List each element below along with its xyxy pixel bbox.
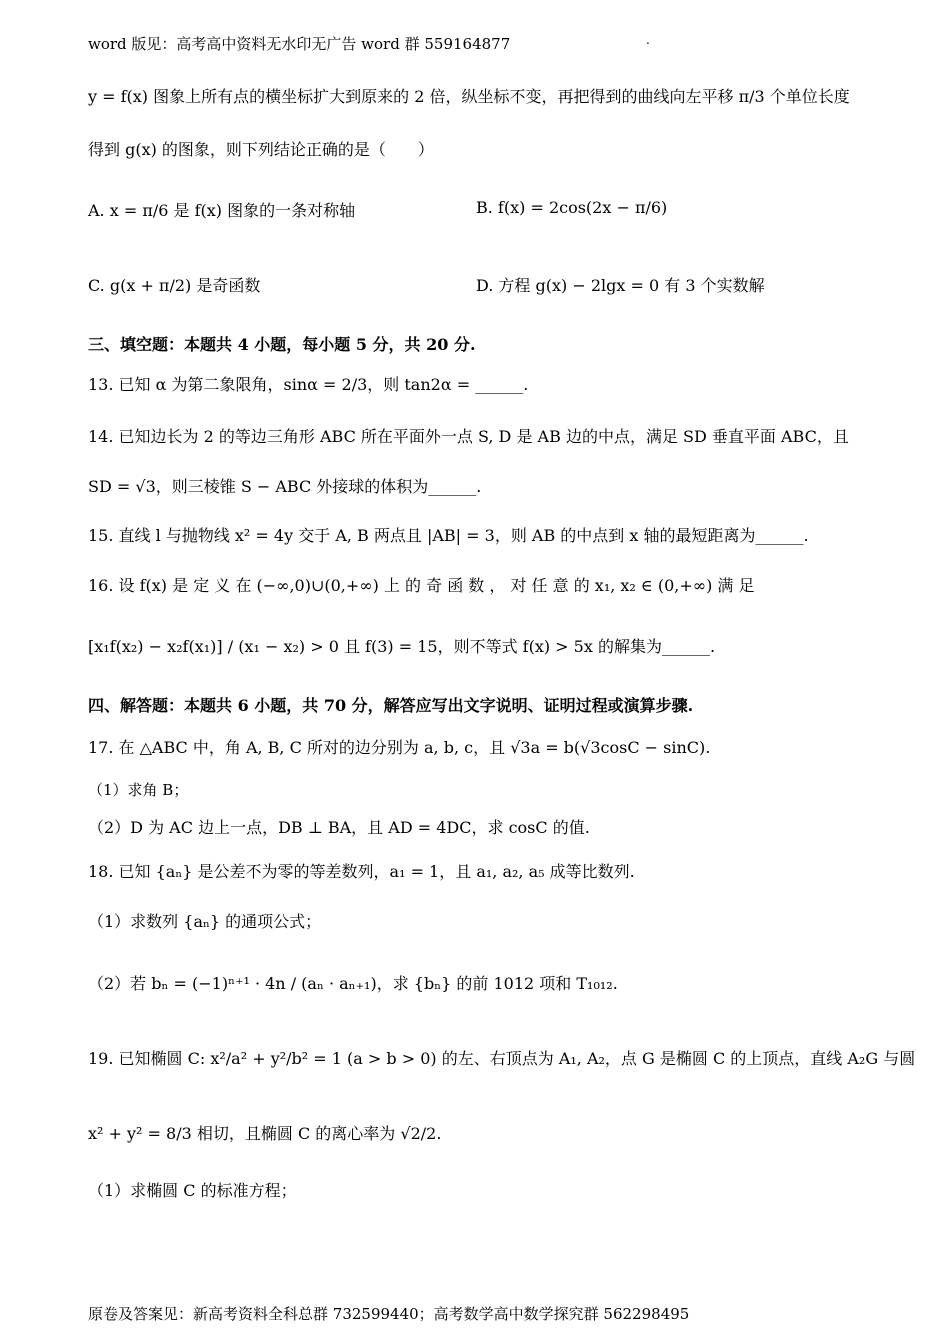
q12-option-c: C. g(x + π/2) 是奇函数 [88, 276, 261, 295]
page-header: word 版见：高考高中资料无水印无广告 word 群 559164877 [88, 35, 511, 53]
q19-part1: （1）求椭圆 C 的标准方程； [88, 1181, 297, 1200]
section-4-title: 四、解答题：本题共 6 小题，共 70 分，解答应写出文字说明、证明过程或演算步骤. [88, 696, 694, 715]
q17-part2: （2）D 为 AC 边上一点，DB ⊥ BA，且 AD = 4DC，求 cosC 的值. [88, 818, 590, 837]
q14-line1: 14. 已知边长为 2 的等边三角形 ABC 所在平面外一点 S, D 是 AB 边的中点，满足 SD 垂直平面 ABC，且 [88, 427, 849, 446]
section-3-title: 三、填空题：本题共 4 小题，每小题 5 分，共 20 分. [88, 335, 476, 354]
q18-stem: 18. 已知 {aₙ} 是公差不为零的等差数列，a₁ = 1，且 a₁, a₂, a₅ 成等比数列. [88, 862, 635, 881]
q16-line1: 16. 设 f(x) 是 定 义 在 (−∞,0)∪(0,+∞) 上 的 奇 函 数 ， 对 任 意 的 x₁, x₂ ∈ (0,+∞) 满 足 [88, 576, 755, 595]
q14-line2: SD = √3，则三棱锥 S − ABC 外接球的体积为______. [88, 477, 482, 496]
q19-line2: x² + y² = 8/3 相切，且椭圆 C 的离心率为 √2/2. [88, 1124, 442, 1143]
header-dot: . [646, 33, 650, 47]
q18-part1: （1）求数列 {aₙ} 的通项公式； [88, 912, 322, 931]
q15-text: 15. 直线 l 与抛物线 x² = 4y 交于 A, B 两点且 |AB| = 3，则 AB 的中点到 x 轴的最短距离为______. [88, 526, 809, 545]
q12-line1: y = f(x) 图象上所有点的横坐标扩大到原来的 2 倍，纵坐标不变，再把得到的曲线向左平移 π/3 个单位长度 [88, 87, 850, 106]
q19-line1: 19. 已知椭圆 C: x²/a² + y²/b² = 1 (a > b > 0) 的左、右顶点为 A₁, A₂，点 G 是椭圆 C 的上顶点，直线 A₂G 与圆 [88, 1049, 916, 1068]
q12-option-a: A. x = π/6 是 f(x) 图象的一条对称轴 [88, 201, 356, 220]
q12-option-d: D. 方程 g(x) − 2lgx = 0 有 3 个实数解 [476, 276, 765, 295]
q18-part2: （2）若 bₙ = (−1)ⁿ⁺¹ · 4n / (aₙ · aₙ₊₁)，求 {bₙ} 的前 1012 项和 T₁₀₁₂. [88, 974, 618, 993]
q12-line2: 得到 g(x) 的图象，则下列结论正确的是（ ） [88, 140, 434, 159]
page-footer: 原卷及答案见：新高考资料全科总群 732599440；高考数学高中数学探究群 562298495 [88, 1305, 690, 1323]
q17-part1: （1）求角 B； [88, 781, 189, 799]
q16-line2: [x₁f(x₂) − x₂f(x₁)] / (x₁ − x₂) > 0 且 f(3) = 15，则不等式 f(x) > 5x 的解集为______. [88, 637, 716, 656]
q12-option-b: B. f(x) = 2cos(2x − π/6) [476, 198, 668, 217]
q17-stem: 17. 在 △ABC 中，角 A, B, C 所对的边分别为 a, b, c，且 √3a = b(√3cosC − sinC). [88, 738, 711, 757]
q13-text: 13. 已知 α 为第二象限角，sinα = 2/3，则 tan2α = ______. [88, 375, 529, 394]
